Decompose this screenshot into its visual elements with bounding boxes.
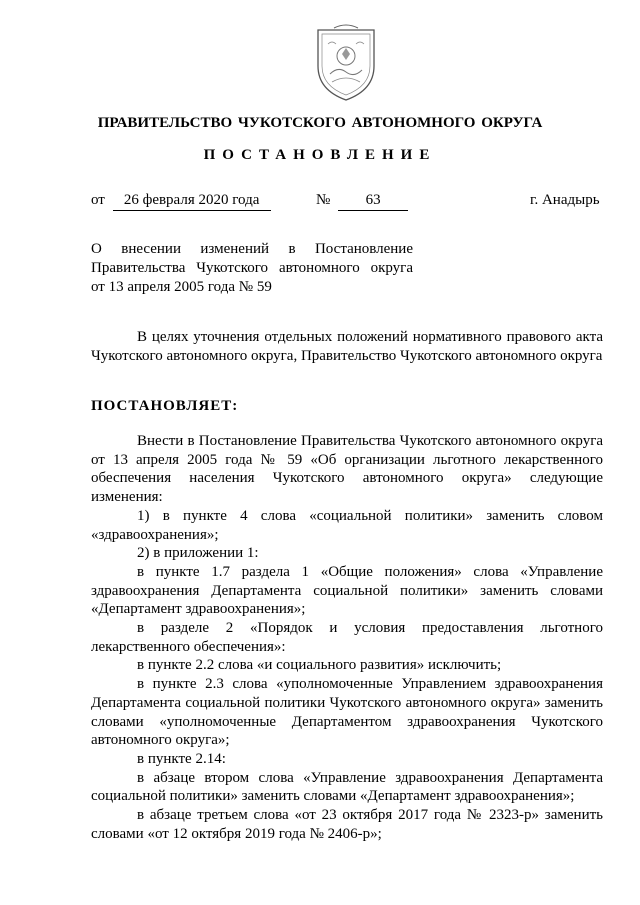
paragraph: в абзаце третьем слова «от 23 октября 2017 года № 2323-р» заменить словами «от 12 октября 2019 года № 2406-р»;: [91, 807, 603, 842]
document-number: 63: [338, 191, 408, 211]
paragraph: в пункте 2.2 слова «и социального развития» исключить;: [137, 657, 502, 674]
paragraph: в разделе 2 «Порядок и условия предоставления льготного лекарственного обеспечения»:: [91, 620, 603, 655]
government-title: ПРАВИТЕЛЬСТВО ЧУКОТСКОГО АВТОНОМНОГО ОКРУГА: [97, 115, 543, 131]
preamble-block: [91, 328, 603, 365]
paragraph: в пункте 2.3 слова «уполномоченные Управлением здравоохранения Департамента социальной политики Чукотского автономного округа» заменить словами «уполномоченные Департаментом здравоохранения Чукотского автономного округа»;: [91, 676, 603, 749]
paragraph: 2) в приложении 1:: [137, 545, 259, 562]
subject-line: от 13 апреля 2005 года № 59: [91, 279, 272, 295]
number-line: [316, 191, 408, 211]
from-label: от: [91, 192, 105, 208]
subject-line: Правительства Чукотского автономного округа: [91, 260, 413, 276]
paragraph: в абзаце втором слова «Управление здравоохранения Департамента социальной политики» заменить словами «Департамент здравоохранения»;: [91, 769, 603, 805]
number-label: №: [316, 192, 331, 208]
resolution-body: [91, 432, 603, 843]
document-type-title: ПОСТАНОВЛЕНИЕ: [203, 147, 437, 163]
document-subject: [91, 240, 413, 297]
resolves-heading: ПОСТАНОВЛЯЕТ:: [91, 398, 239, 414]
document-city: г. Анадырь: [530, 192, 600, 208]
subject-line: О внесении изменений в Постановление: [91, 241, 413, 257]
coat-of-arms-emblem: [312, 24, 380, 104]
preamble-text: В целях уточнения отдельных положений нормативного правового акта Чукотского автономного округа, Правительство Чукотского автономного округа: [91, 329, 603, 364]
paragraph: в пункте 1.7 раздела 1 «Общие положения» слова «Управление здравоохранения Департамента социальной политики» заменить словами «Департамент здравоохранения»;: [91, 563, 603, 618]
paragraph: в пункте 2.14:: [137, 750, 226, 767]
document-date: 26 февраля 2020 года: [113, 191, 271, 211]
date-line: [91, 191, 271, 211]
paragraph: Внести в Постановление Правительства Чукотского автономного округа от 13 апреля 2005 года № 59 «Об организации льготного лекарственного обеспечения населения Чукотского автономного округа» следующие изменения:: [91, 433, 603, 506]
paragraph: 1) в пункте 4 слова «социальной политики» заменить словом «здравоохранения»;: [91, 507, 603, 543]
